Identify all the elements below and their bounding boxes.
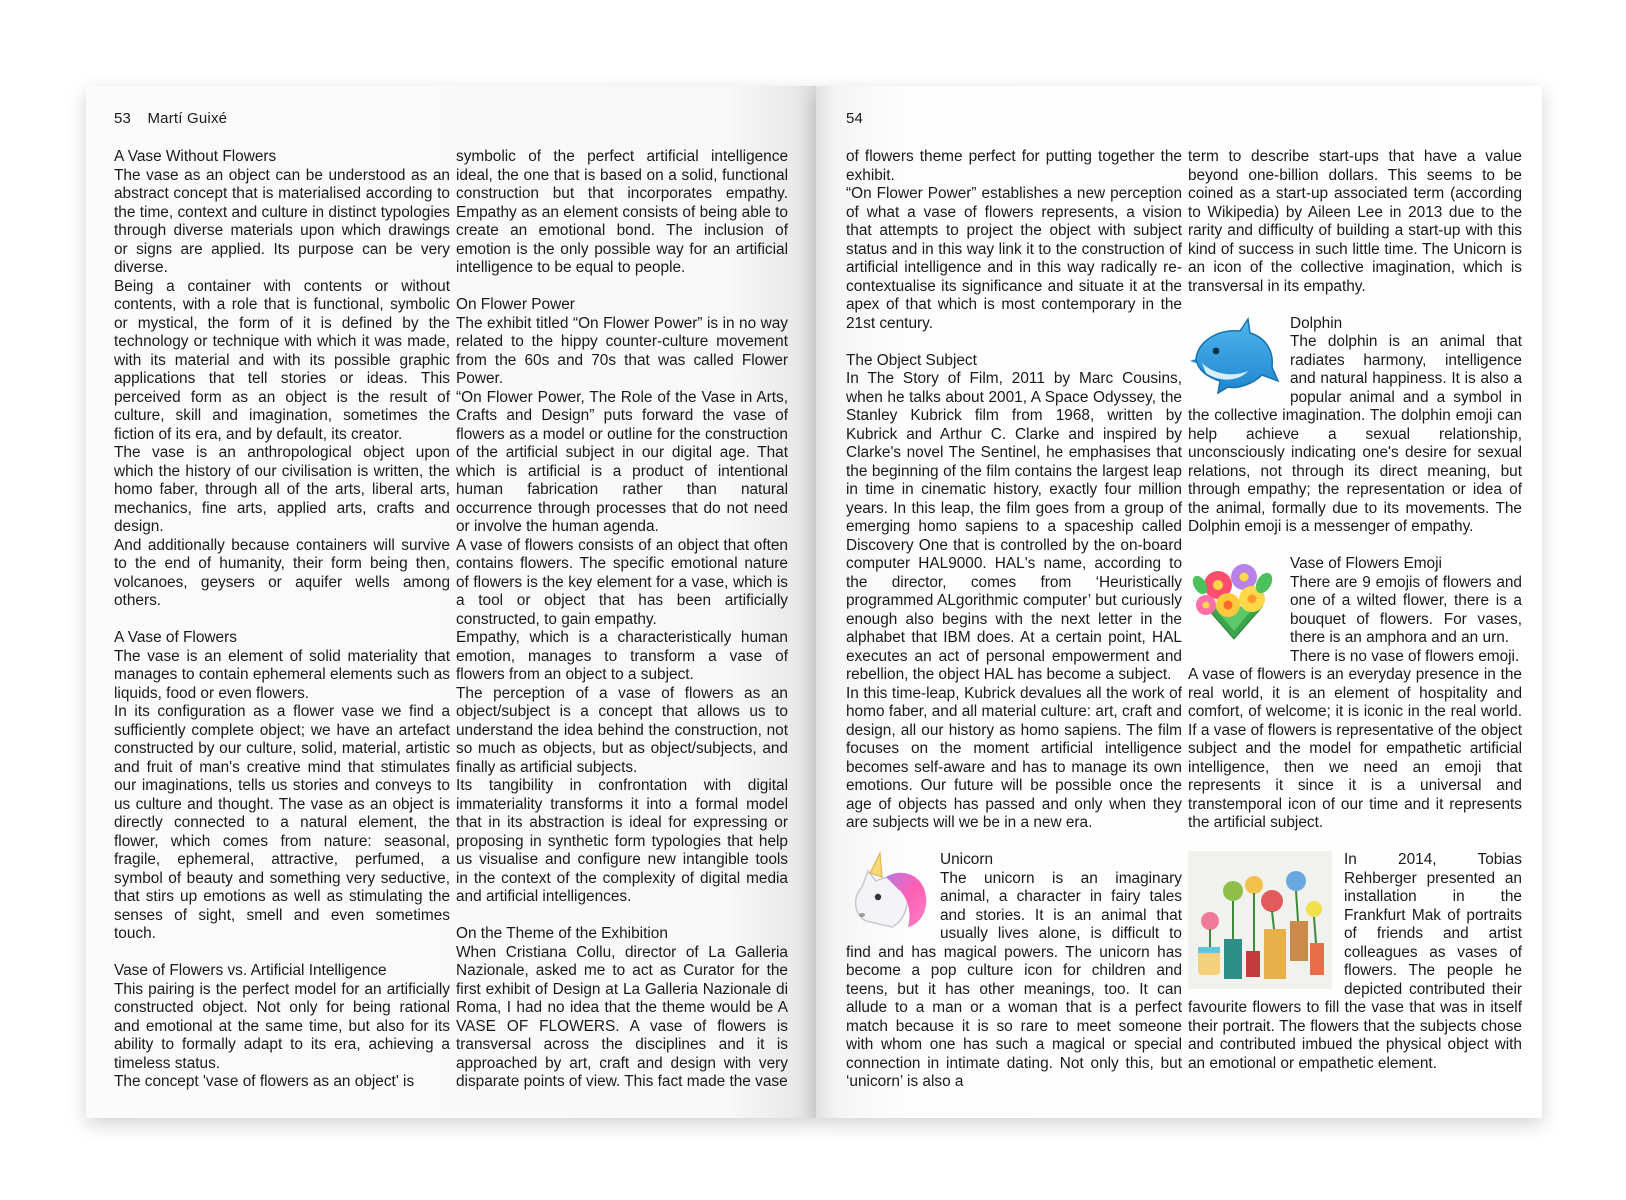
left-column-2 (456, 148, 788, 1092)
paragraph-gap (846, 333, 1182, 352)
body-paragraph: “On Flower Power, The Role of the Vase in Arts, Crafts and Design” puts forward the vase of flowers as a model or outline for the construction of the artificial subject in our digital age. That which is artificial is a product of intentional human fabrication rather than natural occurrence through processes that do not need or involve the human agenda. (456, 388, 788, 535)
left-page-number: 53 (114, 110, 132, 127)
body-paragraph: In The Story of Film, 2011 by Marc Cousins, when he talks about 2001, A Space Odyssey, the Stanley Kubrick film from 1968, written by Kubrick and Arthur C. Clarke and inspired by Clarke's novel The Sentinel, he emphasises that the beginning of the film contains the largest leap in time in cinematic history, exactly four million years. In this leap, the film goes from a group of emerging homo sapiens to a spaceship called Discovery One that is controlled by the on-board computer HAL9000. HAL's name, according to the director, comes from ‘Heuristically programmed ALgorithmic computer’ but curiously enough also begins with the next letter in the alphabet that IBM does. At a certain point, HAL executes an act of personal empowerment and rebellion, the object HAL has become a subject. (846, 370, 1182, 683)
bouquet-icon (1188, 555, 1280, 647)
paragraph-gap (1188, 537, 1522, 556)
paragraph-gap (114, 611, 450, 630)
body-paragraph: Its tangibility in confrontation with digital immateriality transforms it into a formal model that in its abstraction is ideal for expressing or proposing in synthetic form typologies that help us visualise and configure new intangible tools in the context of the complexity of digital media and artificial intelligences. (456, 777, 788, 905)
right-column-1 (846, 148, 1182, 1092)
left-column-1 (114, 148, 450, 1092)
body-paragraph: of flowers theme perfect for putting together the exhibit. (846, 148, 1182, 184)
right-page (816, 86, 1542, 1118)
paragraph-gap (846, 833, 1182, 852)
right-column-2 (1188, 148, 1522, 1073)
section-heading: Dolphin (1290, 314, 1343, 332)
body-paragraph: The unicorn is an imaginary animal, a character in fairy tales and stories. It is an animal that usually lives alone, is difficult to find and has magical powers. The unicorn has become a pop culture icon for children and teens, but it has other meanings, too. It can allude to a man or a woman that is a perfect match because it is so rare to meet someone with whom one has such a magical or special connection in intimate dating. Not only this, but ‘unicorn’ is also a (846, 869, 1182, 1090)
body-paragraph: term to describe start-ups that have a value beyond one-billion dollars. This seems to be coined as a start-up associated term (according to Wikipedia) by Aileen Lee in 2013 due to the rarity and difficulty of building a start-up with this kind of success in such little time. The Unicorn is an icon of the collective imagination, which is transversal in its empathy. (1188, 148, 1522, 295)
section-heading: The Object Subject (846, 351, 977, 369)
body-paragraph: The vase is an anthropological object upon which the history of our civilisation is written, the homo faber, through all of the arts, liberal arts, mechanics, fine arts, applied arts, crafts and design. (114, 444, 450, 535)
right-page-number: 54 (846, 110, 864, 127)
body-paragraph: symbolic of the perfect artificial intelligence ideal, the one that is based on a solid, functional construction but that incorporates empathy. Empathy as an element consists of being able to create an emotional bond. The inclusion of emotion is the only possible way for an artificial intelligence to be equal to people. (456, 148, 788, 276)
left-running-head: Martí Guixé (147, 110, 228, 127)
section-heading: A Vase of Flowers (114, 629, 237, 646)
paragraph-gap (456, 278, 788, 297)
paragraph-gap (114, 944, 450, 963)
body-paragraph: And additionally because containers will survive to the end of humanity, their form being then, volcanoes, geysers or aquifer wells among others. (114, 536, 450, 609)
body-paragraph: The perception of a vase of flowers as an object/subject is a concept that allows us to understand the idea behind the construction, not so much as objects, but as object/subjects, and finally as artificial subjects. (456, 684, 788, 776)
vases-installation-photo (1188, 851, 1332, 989)
paragraph-gap (1188, 296, 1522, 315)
left-page (86, 86, 816, 1118)
body-paragraph: “On Flower Power” establishes a new perception of what a vase of flowers represents, a vision that attempts to project the object with subject status and in this way link it to the construction of artificial intelligence and in this way radically re-contextualise its significance and situate it at the apex of that which is most contemporary in the 21st century. (846, 185, 1182, 332)
body-paragraph: This pairing is the perfect model for an artificially constructed object. Not only for being rational and emotional at the same time, but also for its ability to formally adapt to its era, achieving a timeless status. (114, 980, 450, 1072)
dolphin-icon (1188, 315, 1280, 401)
section-heading: A Vase Without Flowers (114, 148, 277, 165)
section-heading: On the Theme of the Exhibition (456, 925, 668, 942)
body-paragraph: Being a container with contents or without contents, with a role that is functional, symbolic or mystical, the form of it is defined by the technology or technique with which it was made, with its material and with its possible graphic applications that tell stories or ideas. This perceived form as an object is the result of culture, skill and imagination, sometimes the fiction of its era, and by default, its creator. (114, 277, 450, 443)
body-paragraph: The concept 'vase of flowers as an object' is (114, 1073, 415, 1090)
body-paragraph: A vase of flowers is an everyday presence in the real world, it is an element of hospitality and comfort, of welcome; it is iconic in the real world. If a vase of flowers is representative of the object subject and the model for empathetic artificial intelligence, then we need an emoji that represents it since it is a universal and transtemporal icon of our time and it represents the artificial subject. (1188, 666, 1522, 831)
body-paragraph: There is no vase of flowers emoji. (1290, 647, 1520, 665)
section-heading: Vase of Flowers Emoji (1290, 555, 1442, 572)
section-heading: Unicorn (940, 851, 994, 868)
section-heading: Vase of Flowers vs. Artificial Intelligence (114, 962, 387, 979)
body-paragraph: In this time-leap, Kubrick devalues all the work of homo faber, and all material culture: art, craft and design, all our history as homo sapiens. The film focuses on the moment artificial intelligence becomes self-aware and has to manage its own emotions. Our future will be possible once the age of objects has passed and only when they are subjects will we be in a new era. (846, 684, 1182, 831)
body-paragraph: In 2014, Tobias Rehberger presented an installation in the Frankfurt Mak of portraits of friends and artist colleagues as vases of flowers. The people he depicted contributed their favourite flowers to fill the vase that was in itself their portrait. The flowers that the subjects chose and contributed imbued the physical object with an emotional or empathetic element. (1188, 851, 1522, 1072)
body-paragraph: A vase of flowers consists of an object that often contains flowers. The specific emotional nature of flowers is the key element for a vase, which is a tool or object that has been artificially constructed, to gain empathy. (456, 536, 788, 628)
body-paragraph: When Cristiana Collu, director of La Galleria Nazionale, asked me to act as Curator for the first exhibit of Design at La Galleria Nazionale di Roma, I had no idea that the theme would be A VASE OF FLOWERS. A vase of flowers is transversal across the disciplines and it is approached by art, craft and design with very disparate points of view. This fact made the vase (456, 943, 788, 1090)
paragraph-gap (456, 907, 788, 926)
open-book-spread (86, 86, 1542, 1118)
left-folio (114, 110, 227, 127)
section-heading: On Flower Power (456, 296, 575, 313)
unicorn-icon (846, 851, 930, 937)
body-paragraph: The vase is an element of solid materiality that manages to contain ephemeral elements such as liquids, food or even flowers. (114, 647, 450, 702)
body-paragraph: The exhibit titled “On Flower Power” is in no way related to the hippy counter-culture movement from the 60s and 70s that was called Flower Power. (456, 314, 788, 387)
body-paragraph: There are 9 emojis of flowers and one of a wilted flower, there is a bouquet of flowers. For vases, there is an amphora and an urn. (1290, 573, 1522, 646)
body-paragraph: The vase as an object can be understood as an abstract concept that is materialised according to the time, context and culture in distinct typologies through diverse materials upon which drawings or signs are applied. Its purpose can be very diverse. (114, 166, 450, 276)
paragraph-gap (1188, 833, 1522, 852)
body-paragraph: Empathy, which is a characteristically human emotion, manages to transform a vase of flowers from an object to a subject. (456, 629, 788, 683)
right-folio (846, 110, 875, 127)
body-paragraph: In its configuration as a flower vase we find a sufficiently complete object; we have an artefact constructed by our culture, solid, material, artistic and fruit of man's creative mind that stimulates our imaginations, tells us stories and conveys to us culture and thought. The vase as an object is directly connected to a natural element, the flower, which comes from nature: seasonal, fragile, ephemeral, attractive, perfumed, a symbol of beauty and something very seductive, that stirs up emotions as well as stimulating the senses of sight, smell and even sometimes touch. (114, 703, 450, 942)
body-paragraph: The dolphin is an animal that radiates harmony, intelligence and natural happiness. It is also a popular animal and a symbol in the collective imagination. The dolphin emoji can help achieve a sexual relationship, unconsciously indicating one's desire for sexual relations, not through its direct meaning, but through empathy; the representation or idea of the animal, formally due to its movements. The Dolphin emoji is a messenger of empathy. (1188, 333, 1522, 535)
